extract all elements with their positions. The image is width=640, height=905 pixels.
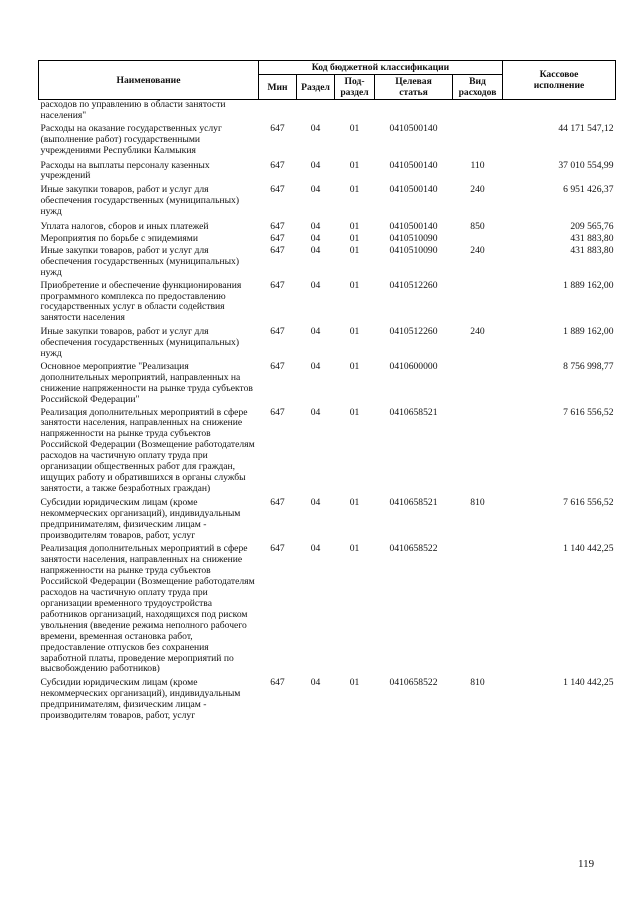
row-celevaya: 0410500140 <box>389 221 438 233</box>
row-min: 647 <box>270 360 285 372</box>
row-razdel: 04 <box>310 184 321 196</box>
row-razdel: 04 <box>310 496 321 508</box>
row-celevaya: 0410500140 <box>389 184 438 196</box>
row-vid <box>453 541 503 675</box>
row-razdel: 04 <box>310 244 321 256</box>
row-amount: 209 565,76 <box>570 221 614 233</box>
row-vid <box>453 100 503 122</box>
row-name: расходов по управлению в области занятости населения" <box>40 99 226 121</box>
row-podrazdel: 01 <box>349 326 360 338</box>
row-celevaya <box>375 100 453 122</box>
row-vid: 110 <box>470 159 485 171</box>
row-razdel: 04 <box>310 406 321 418</box>
table-header <box>39 61 616 100</box>
header-vid: Вид расходов <box>453 75 503 100</box>
row-vid: 240 <box>470 184 485 196</box>
row-min: 647 <box>270 159 285 171</box>
row-celevaya: 0410512260 <box>389 326 438 338</box>
row-min: 647 <box>270 244 285 256</box>
table-body <box>39 100 616 722</box>
row-podrazdel <box>335 100 375 122</box>
header-podrazdel: Под- раздел <box>335 75 375 100</box>
row-amount: 6 951 426,37 <box>563 184 614 196</box>
row-name: Основное мероприятие "Реализация дополнительных мероприятий, направленных на снижение напряженности на рынке труда субъектов Российской Федерации" <box>40 360 253 405</box>
budget-table <box>38 60 616 722</box>
table-row <box>39 279 616 325</box>
header-razdel: Раздел <box>297 75 335 100</box>
row-name: Иные закупки товаров, работ и услуг для обеспечения государственных (муниципальных) нужд <box>40 326 240 360</box>
table-row <box>39 360 616 406</box>
table-row <box>39 218 616 233</box>
row-podrazdel: 01 <box>349 279 360 291</box>
table-row <box>39 157 616 183</box>
header-min: Мин <box>259 75 297 100</box>
row-amount: 431 883,80 <box>570 232 614 244</box>
row-amount: 1 889 162,00 <box>563 326 614 338</box>
row-podrazdel: 01 <box>349 496 360 508</box>
page-number: 119 <box>578 858 595 870</box>
row-vid <box>453 360 503 406</box>
row-name: Иные закупки товаров, работ и услуг для обеспечения государственных (муниципальных) нужд <box>40 184 240 218</box>
row-amount: 1 140 442,25 <box>563 543 614 555</box>
row-min: 647 <box>270 122 285 134</box>
row-amount: 1 140 442,25 <box>563 677 614 689</box>
table-row <box>39 675 616 722</box>
row-name: Мероприятия по борьбе с эпидемиями <box>40 232 198 244</box>
row-celevaya: 0410658522 <box>389 677 438 689</box>
row-min <box>259 100 297 122</box>
table-row <box>39 122 616 157</box>
row-min: 647 <box>270 221 285 233</box>
table-row <box>39 182 616 218</box>
row-celevaya: 0410510090 <box>389 232 438 244</box>
row-amount: 7 616 556,52 <box>563 496 614 508</box>
row-vid <box>453 233 503 245</box>
row-razdel: 04 <box>310 677 321 689</box>
table-row <box>39 324 616 360</box>
row-amount: 37 010 554,99 <box>558 159 614 171</box>
row-amount: 431 883,80 <box>570 244 614 256</box>
table-row <box>39 541 616 675</box>
row-razdel <box>297 100 335 122</box>
row-razdel: 04 <box>310 279 321 291</box>
row-amount: 1 889 162,00 <box>563 279 614 291</box>
row-vid <box>453 406 503 495</box>
row-name: Субсидии юридическим лицам (кроме некоммерческих организаций), индивидуальным предпринимателям, физическим лицам - производителям товаров, работ, услуг <box>40 496 241 541</box>
row-min: 647 <box>270 279 285 291</box>
row-vid: 810 <box>470 677 485 689</box>
table-row <box>39 100 616 122</box>
table-row <box>39 245 616 279</box>
row-celevaya: 0410510090 <box>389 244 438 256</box>
row-amount: 8 756 998,77 <box>563 360 614 372</box>
row-min: 647 <box>270 677 285 689</box>
row-min: 647 <box>270 232 285 244</box>
table-row <box>39 406 616 495</box>
row-celevaya: 0410512260 <box>389 279 438 291</box>
row-celevaya: 0410500140 <box>389 159 438 171</box>
row-name: Реализация дополнительных мероприятий в сфере занятости населения, направленных на снижение напряженности на рынке труда субъектов Российской Федерации (Возмещение работодателям расходов на частичную оплату труда при организации общественных работ для граждан, ищущих работу и обратившихся в органы службы занятости, а также безработных граждан) <box>40 406 255 494</box>
row-podrazdel: 01 <box>349 232 360 244</box>
row-podrazdel: 01 <box>349 159 360 171</box>
row-name: Реализация дополнительных мероприятий в сфере занятости населения, направленных на снижение напряженности на рынке труда субъектов Российской Федерации (Возмещение работодателям расходов на частичную оплату труда при организации временного трудоустройства работников организаций, находящихся под риском увольнения (введение режима неполного рабочего времени, временная остановка работ, предоставление отпусков без сохранения заработной платы, проведение мероприятий по высвобождению работников) <box>40 543 255 675</box>
row-celevaya: 0410658521 <box>389 496 438 508</box>
row-name: Иные закупки товаров, работ и услуг для обеспечения государственных (муниципальных) нужд <box>40 244 240 278</box>
row-razdel: 04 <box>310 326 321 338</box>
row-podrazdel: 01 <box>349 244 360 256</box>
row-celevaya: 0410500140 <box>389 122 438 134</box>
row-podrazdel: 01 <box>349 122 360 134</box>
row-celevaya: 0410600000 <box>389 360 438 372</box>
row-razdel: 04 <box>310 159 321 171</box>
row-podrazdel: 01 <box>349 221 360 233</box>
row-podrazdel: 01 <box>349 184 360 196</box>
row-celevaya: 0410658521 <box>389 406 438 418</box>
row-podrazdel: 01 <box>349 360 360 372</box>
row-name: Расходы на оказание государственных услуг (выполнение работ) государственными учреждениями Республики Калмыкия <box>40 122 222 156</box>
row-vid: 850 <box>470 221 485 233</box>
row-name: Уплата налогов, сборов и иных платежей <box>40 221 209 233</box>
row-vid <box>453 279 503 325</box>
table-row <box>39 495 616 542</box>
row-podrazdel: 01 <box>349 677 360 689</box>
row-amount <box>503 100 616 122</box>
row-vid: 240 <box>470 326 485 338</box>
header-group-title: Код бюджетной классификации <box>259 61 503 75</box>
row-podrazdel: 01 <box>349 543 360 555</box>
row-min: 647 <box>270 406 285 418</box>
row-min: 647 <box>270 184 285 196</box>
row-vid: 810 <box>470 496 485 508</box>
row-min: 647 <box>270 496 285 508</box>
row-celevaya: 0410658522 <box>389 543 438 555</box>
row-razdel: 04 <box>310 221 321 233</box>
row-razdel: 04 <box>310 122 321 134</box>
header-amount: Кассовое исполнение <box>503 61 616 100</box>
row-amount: 44 171 547,12 <box>558 122 614 134</box>
row-vid <box>453 122 503 157</box>
row-min: 647 <box>270 543 285 555</box>
row-min: 647 <box>270 326 285 338</box>
row-amount: 7 616 556,52 <box>563 406 614 418</box>
row-razdel: 04 <box>310 360 321 372</box>
row-razdel: 04 <box>310 543 321 555</box>
row-name: Приобретение и обеспечение функционирования программного комплекса по предоставлению государственных услуг в области содействия занятости населения <box>40 279 242 324</box>
row-podrazdel: 01 <box>349 406 360 418</box>
row-vid: 240 <box>470 244 485 256</box>
header-celevaya: Целевая статья <box>375 75 453 100</box>
table-row <box>39 233 616 245</box>
row-name: Расходы на выплаты персоналу казенных учреждений <box>40 159 210 182</box>
header-name: Наименование <box>39 61 259 100</box>
row-name: Субсидии юридическим лицам (кроме некоммерческих организаций), индивидуальным предпринимателям, физическим лицам - производителям товаров, работ, услуг <box>40 677 241 722</box>
row-razdel: 04 <box>310 232 321 244</box>
